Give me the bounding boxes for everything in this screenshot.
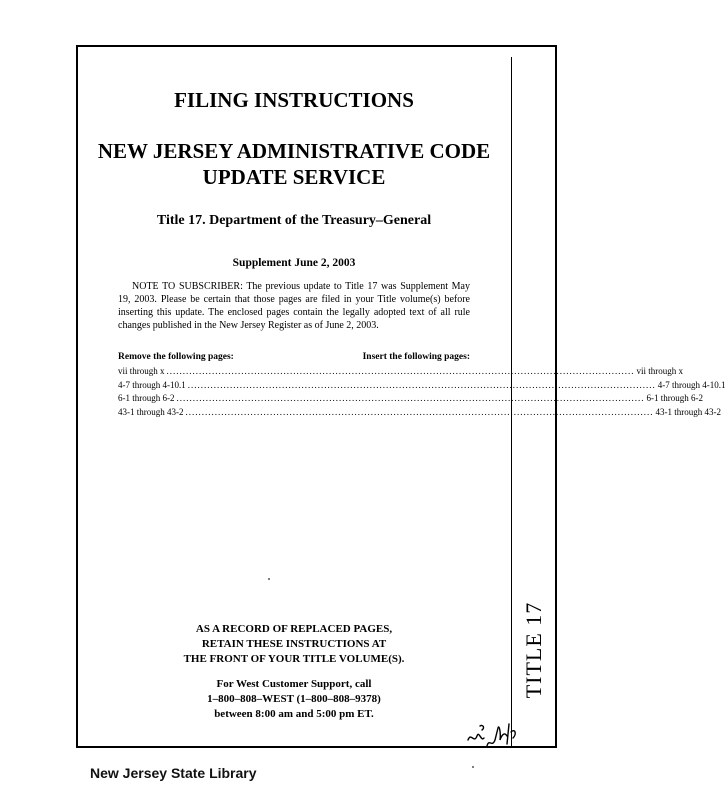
remove-pages: 6-1 through 6-2 (118, 393, 175, 403)
handwritten-initials (465, 718, 519, 752)
scan-speck (268, 578, 270, 580)
remove-header: Remove the following pages: (118, 352, 234, 362)
leader-dots: ................................................................................................................................................ (185, 406, 654, 417)
insert-pages: 43-1 through 43-2 (655, 406, 721, 417)
insert-pages: vii through x (636, 366, 683, 376)
code-title (76, 138, 512, 190)
subscriber-note: NOTE TO SUBSCRIBER: The previous update to Title 17 was Supplement May 19, 2003. Please be certain that those pages are filed in your Title volume(s) before inserting this update. The enclosed pages contain the legally adopted text of all rule changes published in the New Jersey Register as of June 2, 2003. (118, 281, 470, 331)
insert-pages: 6-1 through 6-2 (646, 393, 703, 403)
table-row (118, 379, 726, 394)
insert-header: Insert the following pages: (362, 352, 470, 362)
table-row (118, 366, 683, 380)
support-info (76, 677, 512, 722)
record-notice (76, 622, 512, 667)
scan-speck (472, 766, 474, 768)
title-subtitle: Title 17. Department of the Treasury–General (156, 213, 432, 228)
page-table (118, 366, 726, 420)
page-title: FILING INSTRUCTIONS (174, 88, 414, 112)
leader-dots: ................................................................................................................................................ (166, 366, 635, 376)
table-row (118, 393, 703, 407)
remove-pages: vii through x (118, 366, 165, 376)
support-hours: between 8:00 am and 5:00 pm ET. (214, 708, 374, 720)
library-stamp: New Jersey State Library (90, 765, 257, 781)
record-line: AS A RECORD OF REPLACED PAGES, (195, 623, 393, 635)
code-title-line: NEW JERSEY ADMINISTRATIVE CODE (97, 139, 491, 163)
insert-pages: 4-7 through 4-10.1 (657, 379, 726, 390)
remove-pages: 4-7 through 4-10.1 (118, 379, 186, 390)
support-phone: 1–800–808–WEST (1–800–808–9378) (207, 693, 381, 705)
title-tab (512, 560, 556, 740)
table-header (118, 352, 470, 362)
record-line: THE FRONT OF YOUR TITLE VOLUME(S). (183, 653, 405, 665)
title-tab-label: TITLE 17 (521, 601, 546, 699)
supplement-date: Supplement June 2, 2003 (232, 257, 356, 269)
remove-pages: 43-1 through 43-2 (118, 406, 184, 417)
record-line: RETAIN THESE INSTRUCTIONS AT (201, 638, 387, 650)
leader-dots: ................................................................................................................................................ (187, 379, 656, 390)
table-row (118, 406, 721, 421)
code-title-line: UPDATE SERVICE (202, 165, 386, 189)
support-line: For West Customer Support, call (216, 678, 372, 690)
leader-dots: ................................................................................................................................................ (176, 393, 645, 403)
